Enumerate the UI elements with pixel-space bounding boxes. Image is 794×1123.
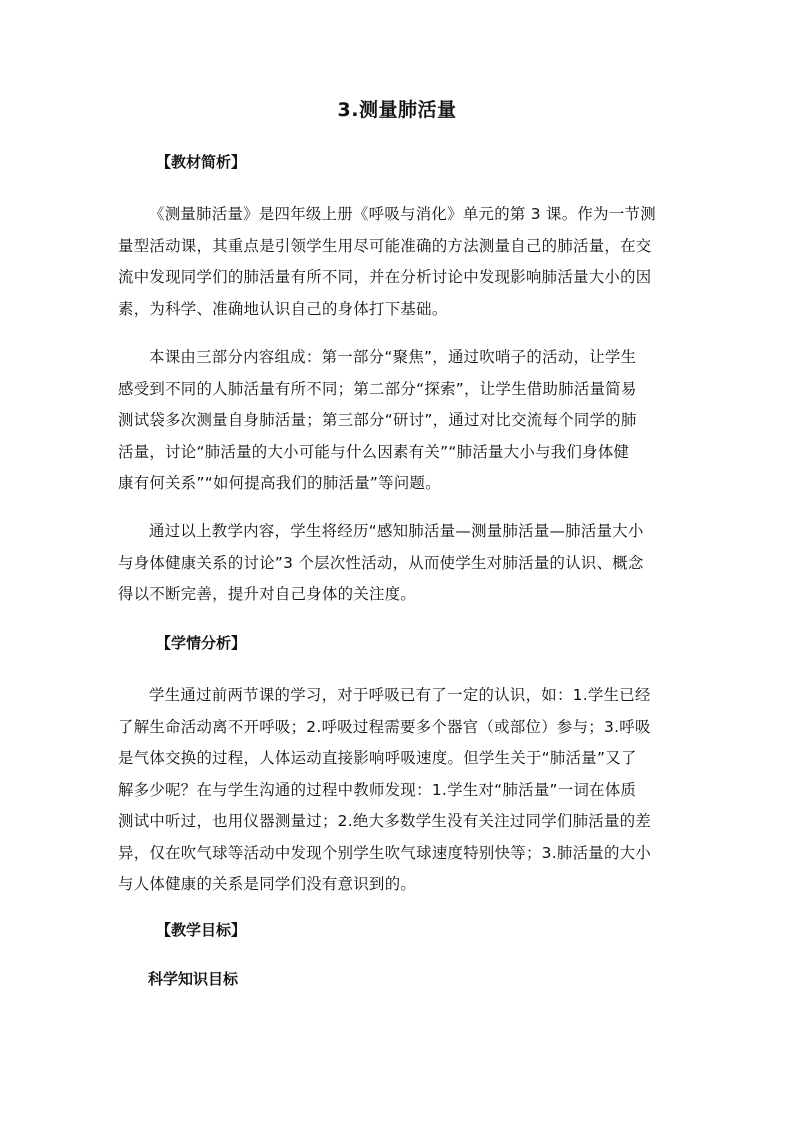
section-heading-students: 【学情分析】 [156,634,247,652]
section-heading-analysis: 【教材简析】 [156,153,247,171]
paragraph-line: 异，仅在吹气球等活动中发现个别学生吹气球速度特别快等；3.肺活量的大小 [118,843,652,862]
paragraph-analysis-1 [118,199,678,325]
paragraph-line: 流中发现同学们的肺活量有所不同，并在分析讨论中发现影响肺活量大小的因 [118,268,652,286]
paragraph-line: 活量，讨论“肺活量的大小可能与什么因素有关”“肺活量大小与我们身体健 [118,442,630,461]
paragraph-analysis-3 [118,516,678,611]
paragraph-line: 量型活动课，其重点是引领学生用尽可能准确的方法测量自己的肺活量，在交 [118,236,652,255]
paragraph-analysis-2 [118,342,678,500]
paragraph-line: 《测量肺活量》是四年级上册《呼吸与消化》单元的第 3 课。作为一节测 [149,205,656,223]
subheading-science-knowledge: 科学知识目标 [148,970,239,988]
page-title: 3.测量肺活量 [337,99,457,121]
paragraph-line: 测试袋多次测量自身肺活量；第三部分“研讨”，通过对比交流每个同学的肺 [118,411,637,429]
paragraph-line: 康有何关系”“如何提高我们的肺活量”等问题。 [118,474,441,492]
paragraph-line: 本课由三部分内容组成：第一部分“聚焦”，通过吹哨子的活动，让学生 [149,348,637,366]
paragraph-students-1 [118,680,678,901]
paragraph-line: 素，为科学、准确地认识自己的身体打下基础。 [118,299,448,318]
paragraph-line: 测试中听过，也用仪器测量过；2.绝大多数学生没有关注过同学们肺活量的差 [118,812,652,830]
paragraph-line: 与人体健康的关系是同学们没有意识到的。 [118,875,417,893]
paragraph-line: 与身体健康关系的讨论”3 个层次性活动，从而使学生对肺活量的认识、概念 [118,553,644,572]
paragraph-line: 得以不断完善，提升对自己身体的关注度。 [118,585,417,603]
paragraph-line: 感受到不同的人肺活量有所不同；第二部分“探索”，让学生借助肺活量简易 [118,379,637,398]
paragraph-line: 解多少呢？在与学生沟通的过程中教师发现：1.学生对“肺活量”一词在体质 [118,780,637,799]
paragraph-line: 通过以上教学内容，学生将经历“感知肺活量—测量肺活量—肺活量大小 [149,522,644,540]
section-heading-goals: 【教学目标】 [156,921,247,939]
paragraph-line: 了解生命活动离不开呼吸；2.呼吸过程需要多个器官（或部位）参与；3.呼吸 [118,717,651,736]
paragraph-line: 学生通过前两节课的学习，对于呼吸已有了一定的认识，如：1.学生已经 [149,686,651,704]
paragraph-line: 是气体交换的过程，人体运动直接影响呼吸速度。但学生关于“肺活量”又了 [118,749,637,767]
